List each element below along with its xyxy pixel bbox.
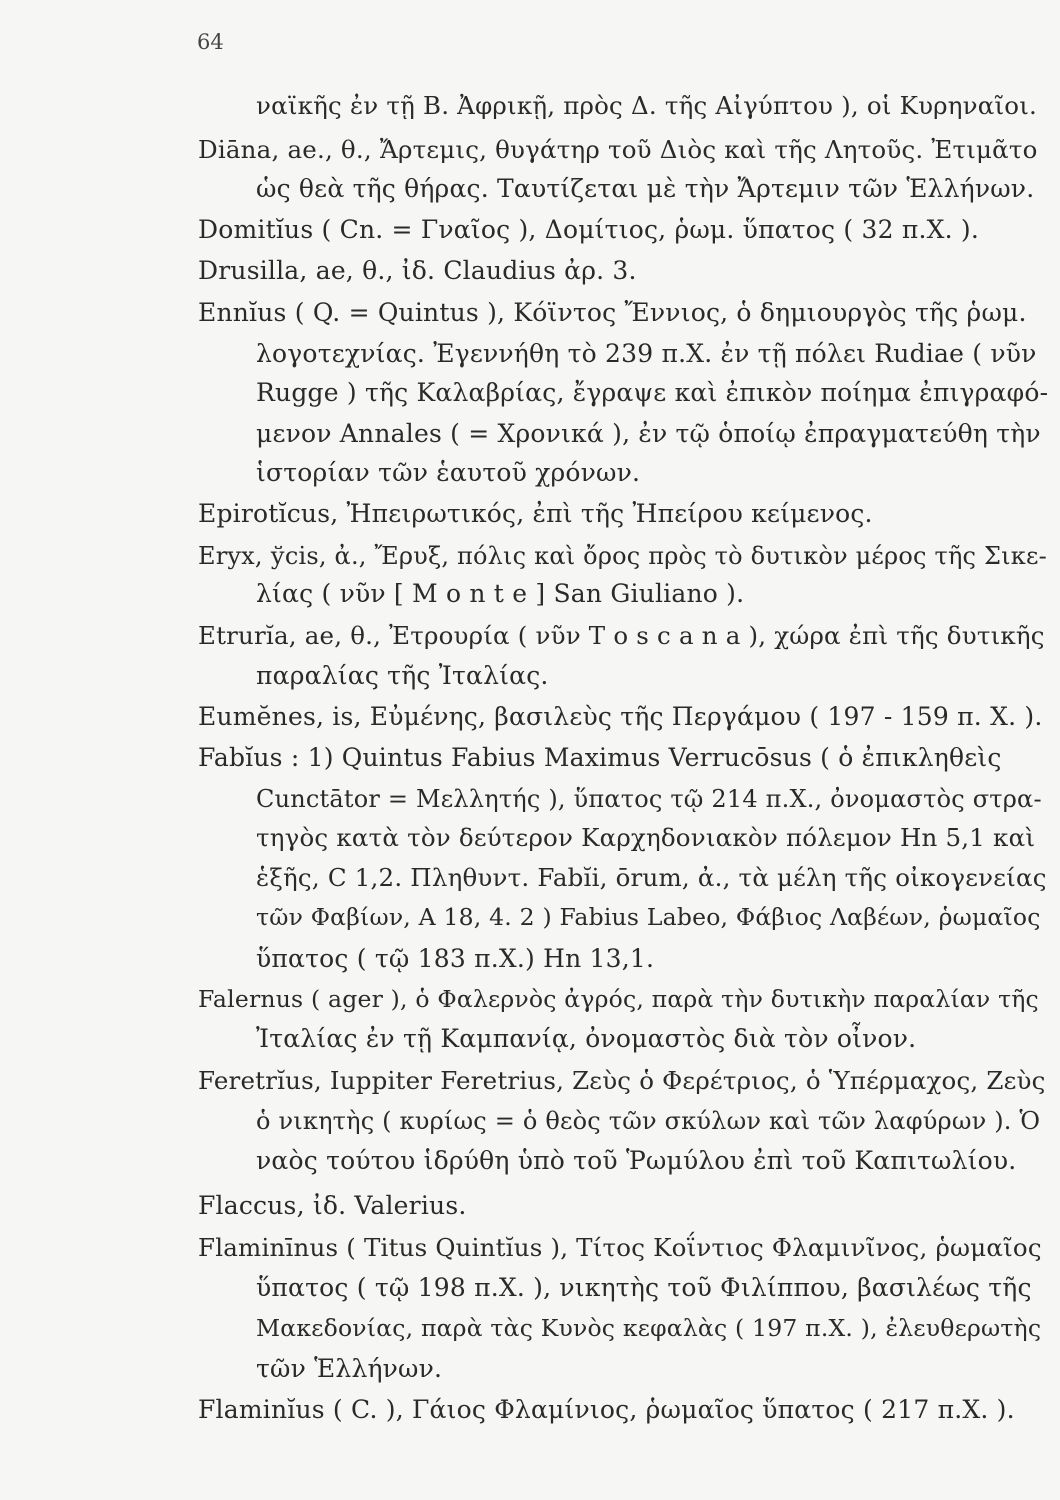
text-line: Diāna, ae., θ., Ἄρτεμις, θυγάτηρ τοῦ Διὸς καὶ τῆς Λητοῦς. Ἐτιμᾶτο xyxy=(198,135,1038,164)
text-line: Flaccus, ἰδ. Valerius. xyxy=(198,1191,467,1220)
text-line: Drusilla, ae, θ., ἰδ. Claudius ἀρ. 3. xyxy=(198,256,637,285)
text-line: Domitĭus ( Cn. = Γναῖος ), Δομίτιος, ῥωμ. ὕπατος ( 32 π.Χ. ). xyxy=(198,215,980,244)
text-line: Flaminīnus ( Titus Quintĭus ), Τίτος Κοΐντιος Φλαμινῖνος, ῥωμαῖος xyxy=(198,1233,1042,1262)
text-line: Feretrĭus, Iuppiter Feretrius, Ζεὺς ὁ Φερέτριος, ὁ Ὑπέρμαχος, Ζεὺς xyxy=(198,1066,1046,1095)
text-line: Flaminĭus ( C. ), Γάιος Φλαμίνιος, ῥωμαῖος ὕπατος ( 217 π.Χ. ). xyxy=(198,1395,1015,1424)
text-line: λογοτεχνίας. Ἐγεννήθη τὸ 239 π.Χ. ἐν τῇ πόλει Rudiae ( νῦν xyxy=(256,339,1037,368)
text-line: ὕπατος ( τῷ 198 π.Χ. ), νικητὴς τοῦ Φιλίππου, βασιλέως τῆς xyxy=(256,1273,1032,1302)
text-line: Cunctātor = Μελλητής ), ὕπατος τῷ 214 π.Χ., ὀνομαστὸς στρα- xyxy=(256,785,1042,813)
text-line: ὡς θεὰ τῆς θήρας. Ταυτίζεται μὲ τὴν Ἄρτεμιν τῶν Ἑλλήνων. xyxy=(256,174,1035,203)
text-line: λίας ( νῦν [ M o n t e ] San Giuliano ). xyxy=(256,579,745,608)
text-line: Etrurĭa, ae, θ., Ἐτρουρία ( νῦν T o s c a n a ), χώρα ἐπὶ τῆς δυτικῆς xyxy=(198,621,1045,650)
text-line: Ἰταλίας ἐν τῇ Καμπανίᾳ, ὀνομαστὸς διὰ τὸν οἶνον. xyxy=(256,1024,917,1053)
text-line: Eumĕnes, is, Εὐμένης, βασιλεὺς τῆς Περγάμου ( 197 - 159 π. Χ. ). xyxy=(198,702,1043,731)
text-line: παραλίας τῆς Ἰταλίας. xyxy=(256,661,549,690)
text-line: ὕπατος ( τῷ 183 π.Χ.) Hn 13,1. xyxy=(256,944,655,973)
text-line: ἱστορίαν τῶν ἑαυτοῦ χρόνων. xyxy=(256,458,641,487)
text-line: Fabĭus : 1) Quintus Fabius Maximus Verrucōsus ( ὁ ἐπικληθεὶς xyxy=(198,743,1002,772)
text-line: ὁ νικητὴς ( κυρίως = ὁ θεὸς τῶν σκύλων καὶ τῶν λαφύρων ). Ὁ xyxy=(256,1107,1041,1135)
text-line: ναὸς τούτου ἱδρύθη ὑπὸ τοῦ Ῥωμύλου ἐπὶ τοῦ Καπιτωλίου. xyxy=(256,1146,1017,1175)
text-line: ἑξῆς, C 1,2. Πληθυντ. Fabĭi, ōrum, ἀ., τὰ μέλη τῆς οἰκογενείας xyxy=(256,863,1047,892)
text-line: τηγὸς κατὰ τὸν δεύτερον Καρχηδονιακὸν πόλεμον Hn 5,1 καὶ xyxy=(256,823,1036,852)
text-line: Ennĭus ( Q. = Quintus ), Κόϊντος Ἔννιος, ὁ δημιουργὸς τῆς ῥωμ. xyxy=(198,298,1027,327)
page-number: 64 xyxy=(197,30,224,54)
text-line: Epirotĭcus, Ἠπειρωτικός, ἐπὶ τῆς Ἠπείρου κείμενος. xyxy=(198,499,873,528)
text-line: μενον Annales ( = Χρονικά ), ἐν τῷ ὁποίῳ ἐπραγματεύθη τὴν xyxy=(256,419,1041,448)
text-line: Μακεδονίας, παρὰ τὰς Κυνὸς κεφαλὰς ( 197 π.Χ. ), ἐλευθερωτὴς xyxy=(256,1314,1042,1342)
text-line: Falernus ( ager ), ὁ Φαλερνὸς ἀγρός, παρὰ τὴν δυτικὴν παραλίαν τῆς xyxy=(198,985,1039,1013)
text-line: τῶν Φαβίων, A 18, 4. 2 ) Fabius Labeo, Φάβιος Λαβέων, ῥωμαῖος xyxy=(256,903,1041,931)
text-line: τῶν Ἑλλήνων. xyxy=(256,1354,443,1383)
text-line: ναϊκῆς ἐν τῇ Β. Ἀφρικῇ, πρὸς Δ. τῆς Αἰγύπτου ), οἱ Κυρηναῖοι. xyxy=(256,91,1038,120)
text-line: Eryx, ўcis, ἀ., Ἔρυξ, πόλις καὶ ὄρος πρὸς τὸ δυτικὸν μέρος τῆς Σικε- xyxy=(198,542,1047,570)
text-line: Rugge ) τῆς Καλαβρίας, ἔγραψε καὶ ἐπικὸν ποίημα ἐπιγραφό- xyxy=(256,378,1049,407)
